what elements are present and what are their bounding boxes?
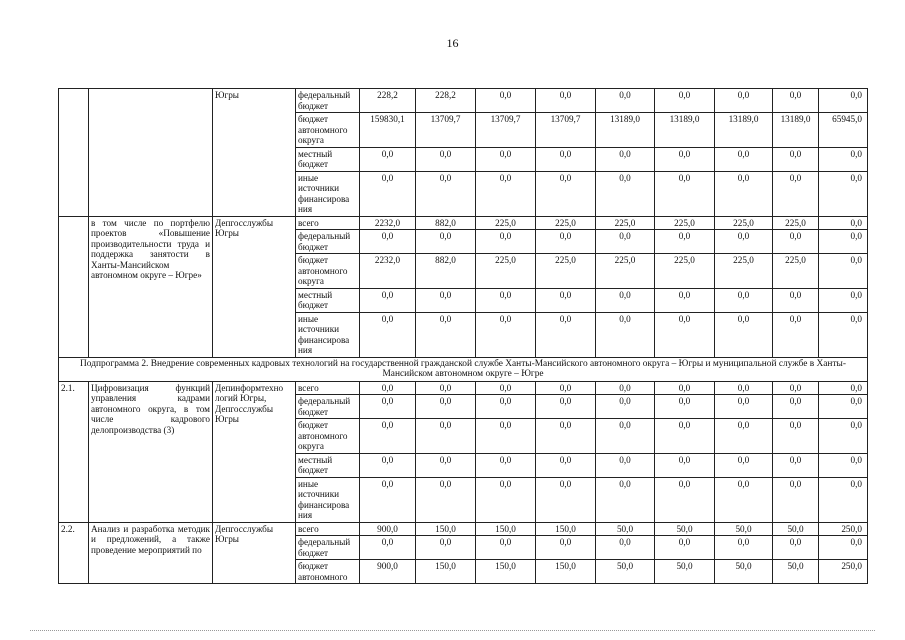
value-cell: 900,0 [360,522,416,536]
value-cell: 0,0 [476,89,536,113]
value-cell: 0,0 [715,89,773,113]
value-cell: 150,0 [536,522,596,536]
item-name-cell: Цифровизация функций управления кадрами автономного округа, в том числе кадрового делопроизводства (3) [89,381,213,522]
value-cell: 0,0 [536,171,596,216]
value-cell: 0,0 [476,381,536,395]
value-cell: 0,0 [360,312,416,357]
item-number-cell: 2.1. [59,381,89,522]
value-cell: 0,0 [655,312,715,357]
item-name-cell: в том числе по портфелю проектов «Повышение производительности труда и поддержка занятости в Ханты-Мансийском автономном округе – Югре» [89,216,213,357]
value-cell: 0,0 [773,312,819,357]
value-cell: 0,0 [715,536,773,560]
table-row [59,89,868,113]
value-cell: 0,0 [536,395,596,419]
value-cell: 225,0 [715,216,773,230]
value-cell: 0,0 [536,230,596,254]
value-cell: 0,0 [655,419,715,454]
value-cell: 0,0 [360,171,416,216]
funding-source-cell: местный бюджет [296,453,360,477]
value-cell: 0,0 [536,89,596,113]
value-cell: 0,0 [360,147,416,171]
value-cell: 150,0 [476,560,536,584]
subprogram-row [59,357,868,381]
executor-cell: Депгосслужбы Югры [213,216,296,357]
value-cell: 0,0 [536,381,596,395]
value-cell: 0,0 [819,312,868,357]
value-cell: 0,0 [360,419,416,454]
value-cell: 225,0 [476,254,536,289]
value-cell: 0,0 [715,230,773,254]
value-cell: 0,0 [655,453,715,477]
value-cell: 0,0 [360,477,416,522]
value-cell: 0,0 [360,381,416,395]
item-name-cell [89,89,213,217]
value-cell: 225,0 [476,216,536,230]
value-cell: 0,0 [596,536,655,560]
item-number-cell: 2.2. [59,522,89,584]
value-cell: 0,0 [360,536,416,560]
value-cell: 0,0 [819,89,868,113]
value-cell: 0,0 [773,536,819,560]
value-cell: 0,0 [819,419,868,454]
funding-source-cell: бюджет автономного округа [296,254,360,289]
funding-source-cell: бюджет автономного округа [296,113,360,148]
value-cell: 0,0 [819,395,868,419]
value-cell: 0,0 [773,147,819,171]
table-row [59,522,868,536]
value-cell: 0,0 [476,453,536,477]
value-cell: 0,0 [819,536,868,560]
value-cell: 0,0 [416,453,476,477]
value-cell: 0,0 [416,395,476,419]
value-cell: 225,0 [655,254,715,289]
value-cell: 150,0 [476,522,536,536]
value-cell: 0,0 [715,288,773,312]
value-cell: 0,0 [476,395,536,419]
value-cell: 0,0 [416,147,476,171]
value-cell: 0,0 [476,312,536,357]
funding-source-cell: бюджет автономного [296,560,360,584]
value-cell: 0,0 [476,230,536,254]
value-cell: 0,0 [536,288,596,312]
funding-source-cell: иные источники финансирова ния [296,312,360,357]
value-cell: 50,0 [715,522,773,536]
value-cell: 882,0 [416,254,476,289]
value-cell: 13709,7 [476,113,536,148]
funding-source-cell: федеральный бюджет [296,536,360,560]
value-cell: 0,0 [416,477,476,522]
table-row [59,381,868,395]
value-cell: 2232,0 [360,254,416,289]
value-cell: 50,0 [655,560,715,584]
value-cell: 0,0 [819,254,868,289]
value-cell: 0,0 [819,453,868,477]
scan-artifact-line [30,630,875,632]
funding-source-cell: бюджет автономного округа [296,419,360,454]
value-cell: 0,0 [819,477,868,522]
value-cell: 50,0 [773,522,819,536]
value-cell: 0,0 [416,230,476,254]
executor-cell: Югры [213,89,296,217]
value-cell: 0,0 [536,536,596,560]
page-number: 16 [446,36,459,50]
value-cell: 0,0 [819,381,868,395]
value-cell: 0,0 [819,288,868,312]
value-cell: 225,0 [715,254,773,289]
value-cell: 882,0 [416,216,476,230]
value-cell: 0,0 [476,147,536,171]
value-cell: 0,0 [655,171,715,216]
value-cell: 13189,0 [596,113,655,148]
value-cell: 900,0 [360,560,416,584]
value-cell: 50,0 [655,522,715,536]
value-cell: 0,0 [416,288,476,312]
value-cell: 0,0 [536,312,596,357]
value-cell: 0,0 [715,477,773,522]
funding-source-cell: иные источники финансирова ния [296,477,360,522]
value-cell: 225,0 [596,254,655,289]
item-name-cell: Анализ и разработка методик и предложений, а также проведение мероприятий по [89,522,213,584]
funding-source-cell: всего [296,381,360,395]
funding-source-cell: всего [296,522,360,536]
value-cell: 0,0 [596,312,655,357]
value-cell: 0,0 [596,147,655,171]
value-cell: 0,0 [476,171,536,216]
executor-cell: Депгосслужбы Югры [213,522,296,584]
value-cell: 0,0 [655,89,715,113]
value-cell: 0,0 [773,89,819,113]
value-cell: 0,0 [360,230,416,254]
value-cell: 228,2 [416,89,476,113]
value-cell: 0,0 [476,419,536,454]
value-cell: 0,0 [715,395,773,419]
value-cell: 0,0 [596,171,655,216]
value-cell: 225,0 [773,254,819,289]
value-cell: 0,0 [416,419,476,454]
value-cell: 13189,0 [773,113,819,148]
value-cell: 0,0 [773,395,819,419]
funding-source-cell: иные источники финансирова ния [296,171,360,216]
value-cell: 50,0 [715,560,773,584]
value-cell: 13189,0 [715,113,773,148]
funding-source-cell: федеральный бюджет [296,89,360,113]
value-cell: 0,0 [819,171,868,216]
value-cell: 0,0 [715,419,773,454]
value-cell: 0,0 [715,312,773,357]
value-cell: 0,0 [476,288,536,312]
value-cell: 250,0 [819,522,868,536]
value-cell: 0,0 [655,230,715,254]
value-cell: 0,0 [596,453,655,477]
value-cell: 0,0 [416,171,476,216]
value-cell: 250,0 [819,560,868,584]
value-cell: 0,0 [655,477,715,522]
value-cell: 0,0 [773,288,819,312]
value-cell: 0,0 [416,381,476,395]
value-cell: 228,2 [360,89,416,113]
value-cell: 0,0 [715,171,773,216]
value-cell: 50,0 [596,522,655,536]
item-number-cell [59,89,89,217]
value-cell: 0,0 [476,536,536,560]
value-cell: 0,0 [819,147,868,171]
funding-source-cell: местный бюджет [296,147,360,171]
value-cell: 0,0 [773,230,819,254]
table-row [59,216,868,230]
value-cell: 225,0 [655,216,715,230]
value-cell: 0,0 [655,288,715,312]
value-cell: 0,0 [416,312,476,357]
value-cell: 0,0 [773,171,819,216]
value-cell: 150,0 [536,560,596,584]
value-cell: 225,0 [773,216,819,230]
value-cell: 0,0 [476,477,536,522]
value-cell: 0,0 [715,453,773,477]
value-cell: 0,0 [596,89,655,113]
value-cell: 0,0 [596,381,655,395]
value-cell: 13709,7 [536,113,596,148]
value-cell: 225,0 [536,254,596,289]
funding-source-cell: местный бюджет [296,288,360,312]
value-cell: 0,0 [715,381,773,395]
value-cell: 0,0 [360,288,416,312]
value-cell: 0,0 [773,453,819,477]
executor-cell: Депинформтехно логий Югры, Депгосслужбы Югры [213,381,296,522]
value-cell: 150,0 [416,560,476,584]
value-cell: 0,0 [596,230,655,254]
value-cell: 159830,1 [360,113,416,148]
value-cell: 0,0 [596,395,655,419]
value-cell: 2232,0 [360,216,416,230]
value-cell: 0,0 [715,147,773,171]
value-cell: 0,0 [416,536,476,560]
value-cell: 0,0 [536,477,596,522]
value-cell: 0,0 [596,477,655,522]
subprogram-title: Подпрограмма 2. Внедрение современных кадровых технологий на государственной гражданской службе Ханты-Мансийского автономного округа – Югры и муниципальной службе в Ханты-Мансийском автономном округе – Югре [59,357,868,381]
value-cell: 0,0 [819,230,868,254]
value-cell: 0,0 [655,381,715,395]
funding-source-cell: федеральный бюджет [296,395,360,419]
value-cell: 225,0 [596,216,655,230]
funding-source-cell: всего [296,216,360,230]
value-cell: 0,0 [536,147,596,171]
value-cell: 0,0 [596,419,655,454]
value-cell: 0,0 [655,395,715,419]
value-cell: 150,0 [416,522,476,536]
value-cell: 0,0 [773,477,819,522]
value-cell: 0,0 [536,419,596,454]
value-cell: 225,0 [536,216,596,230]
budget-table [58,88,868,584]
value-cell: 0,0 [773,419,819,454]
value-cell: 65945,0 [819,113,868,148]
value-cell: 13709,7 [416,113,476,148]
funding-source-cell: федеральный бюджет [296,230,360,254]
value-cell: 13189,0 [655,113,715,148]
value-cell: 0,0 [819,216,868,230]
value-cell: 0,0 [360,453,416,477]
value-cell: 50,0 [773,560,819,584]
value-cell: 0,0 [596,288,655,312]
value-cell: 0,0 [536,453,596,477]
item-number-cell [59,216,89,357]
value-cell: 0,0 [655,536,715,560]
value-cell: 0,0 [360,395,416,419]
value-cell: 0,0 [773,381,819,395]
value-cell: 50,0 [596,560,655,584]
value-cell: 0,0 [655,147,715,171]
